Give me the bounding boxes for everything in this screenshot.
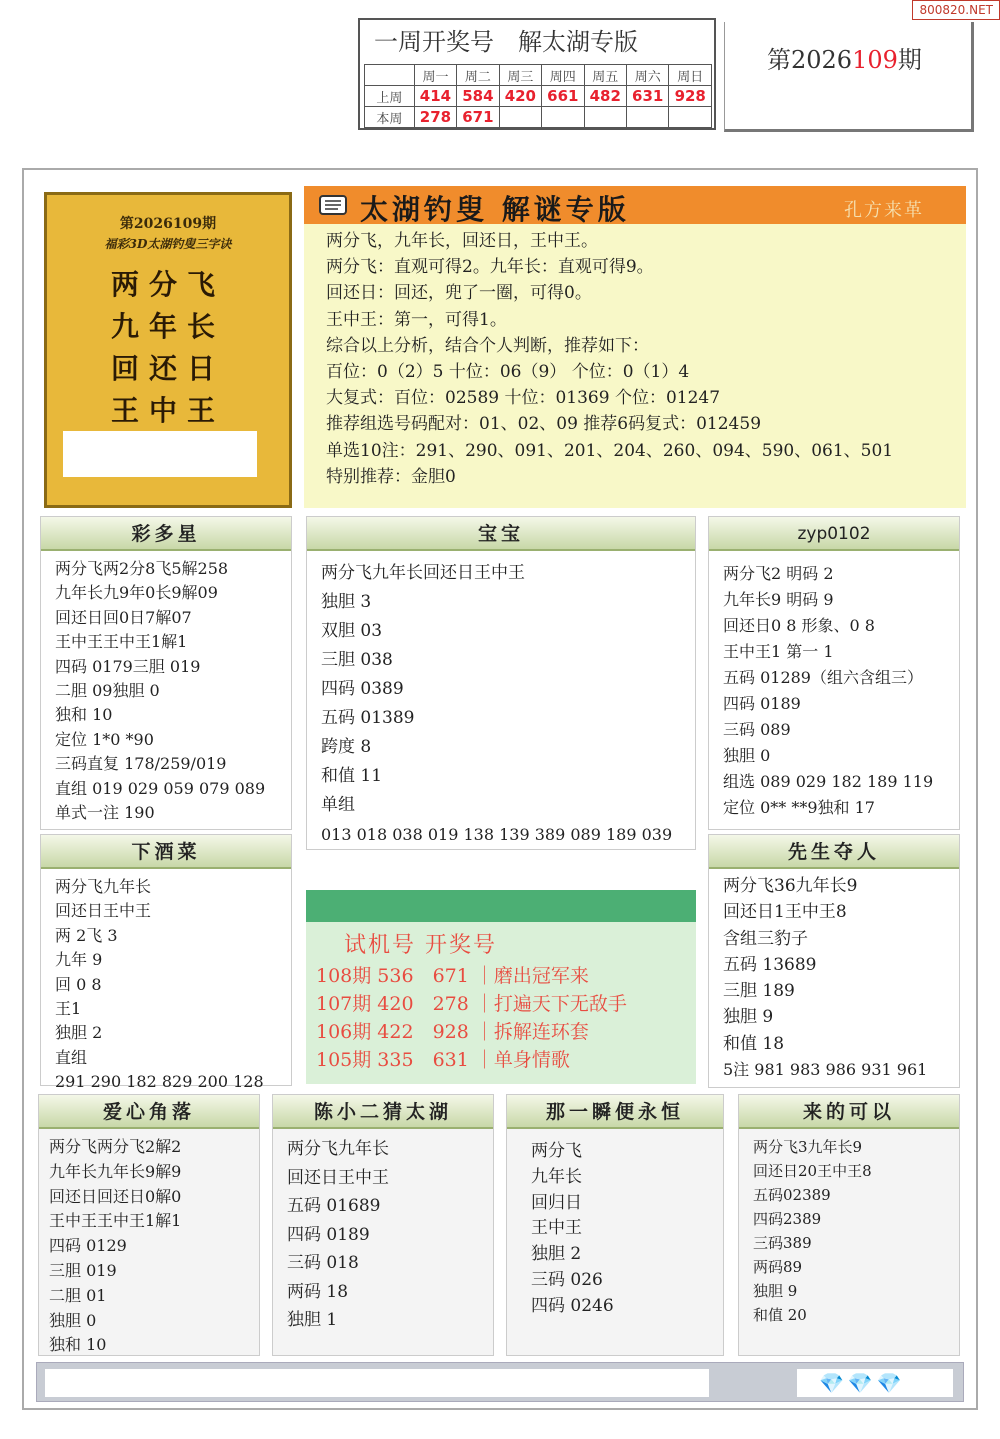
column-chenxiao [272,1094,494,1356]
last-week-label: 上周 [365,86,415,107]
blank-strip [45,1369,709,1397]
rhyme-line: 回还日 [110,352,225,385]
article-line: 推荐组选号码配对：01、02、09 推荐6码复式：012459 [326,414,762,435]
weekday-header: 周二 [457,65,499,86]
column-line: 独和 10 [55,705,113,725]
analysis-article [304,186,966,508]
draw-number: 671 [457,107,499,128]
trial-body [306,922,696,1074]
column-line: 两分飞九年长 [287,1139,389,1159]
column-line: 三码 018 [287,1253,359,1273]
column-line: 跨度 8 [321,737,372,757]
draw-number [584,107,626,128]
article-line: 百位：0（2）5 十位：06（9） 个位：0（1）4 [326,361,690,382]
column-line: 五码 01689 [287,1196,381,1216]
trial-header-bar [306,890,696,922]
column-line: 两分飞3九年长9 [753,1138,863,1156]
column-line: 二胆 09独胆 0 [55,681,160,701]
column-line: 两分飞 [531,1141,582,1161]
trial-title: 试机号 开奖号 [344,933,497,958]
weekday-header-row [365,65,712,86]
column-zyp0102 [708,516,960,830]
weekday-header: 周四 [542,65,584,86]
column-line: 三胆 019 [49,1260,117,1280]
column-line: 五码 13689 [723,954,817,975]
column-nayishi [506,1094,724,1356]
column-title: 彩多星 [41,517,291,551]
weekday-header: 周一 [414,65,456,86]
draw-number: 584 [457,86,499,107]
article-line: 王中王：第一，可得1。 [326,309,507,330]
column-line: 三码 026 [531,1269,603,1290]
column-line: 回还日1王中王8 [723,902,847,923]
column-line: 单组 [321,795,355,815]
column-line: 013 018 038 019 138 139 389 089 189 039 [321,825,673,844]
card-issue: 第2026109期 [119,216,217,232]
scroll-icon [316,190,352,220]
draw-number: 278 [414,107,456,128]
column-laidekeyi [738,1094,960,1356]
this-week-row [365,107,712,128]
diamond-icon: 💎💎💎 [819,1371,906,1395]
column-line: 王中王1 第一 1 [723,642,834,661]
column-line: 王中王王中王1解1 [55,632,188,652]
column-line: 三码389 [753,1234,812,1252]
article-title: 太湖钓叟 解谜专版 [360,193,630,226]
issue-number: 第2026109期 [767,46,922,74]
column-line: 回还日王中王 [287,1167,389,1188]
draw-number: 928 [669,86,712,107]
column-line: 独胆 0 [723,746,771,765]
trial-row: 106期 422 928 ｜拆解连环套 [316,1021,589,1043]
column-line: 独胆 2 [55,1023,103,1043]
column-line: 四码 0389 [321,679,404,699]
column-body [709,551,959,821]
article-line: 回还日：回还，兜了一圈，可得0。 [326,283,592,304]
column-line: 和值 18 [723,1033,785,1054]
column-line: 回还日20王中王8 [753,1162,872,1180]
column-line: 四码 0189 [287,1224,370,1245]
column-line: 王中王 [531,1218,582,1239]
column-line: 九年长九9年0长9解09 [55,583,218,603]
weekday-header: 周六 [626,65,668,86]
column-line: 直组 [55,1047,88,1067]
article-line: 两分飞：直观可得2。九年长：直观可得9。 [326,257,654,278]
column-body [307,551,695,849]
blank-panel [63,431,257,477]
draw-number [542,107,584,128]
column-xiansheng [708,834,960,1088]
column-aixin [38,1094,260,1356]
draw-number [499,107,541,128]
column-line: 回还日0 8 形象、0 8 [723,616,875,635]
column-line: 四码 0129 [49,1236,127,1256]
article-line: 两分飞，九年长，回还日，王中王。 [326,231,598,251]
column-line: 三胆 038 [321,650,393,670]
column-caiduoxing [40,516,292,830]
weekday-header: 周五 [584,65,626,86]
column-line: 九年 9 [55,950,103,970]
trial-row: 107期 420 278 ｜打遍天下无敌手 [316,993,627,1015]
column-line: 三胆 189 [723,981,795,1002]
article-body [304,224,966,490]
article-line: 单选10注：291、290、091、201、204、260、094、590、061、501 [326,440,894,461]
column-line: 两分飞36九年长9 [723,876,858,896]
column-line: 两分飞2 明码 2 [723,564,834,583]
column-body [41,869,291,1095]
column-line: 王中王王中王1解1 [49,1211,182,1231]
this-week-label: 本周 [365,107,415,128]
column-line: 三码直复 178/259/019 [55,754,227,774]
column-line: 回还日回0日7解07 [55,607,192,627]
column-line: 九年长 [531,1166,582,1187]
column-title: 陈小二猜太湖 [273,1095,493,1129]
column-line: 291 290 182 829 200 128 [55,1072,264,1092]
column-line: 独和 10 [49,1335,107,1355]
weekly-grid [364,64,712,128]
article-line: 综合以上分析，结合个人判断，推荐如下： [326,335,649,356]
rhyme-line: 九年长 [110,310,225,343]
column-body [39,1129,259,1358]
column-line: 四码 0189 [723,694,801,713]
article-author: 孔方来革 [844,200,924,221]
draw-number: 420 [499,86,541,107]
card-subtitle: 福彩3D太湖钓叟三字诀 [104,237,232,251]
column-line: 定位 0** **9独和 17 [723,798,875,817]
column-line: 五码 01289（组六含组三） [723,668,923,687]
column-line: 含组三豹子 [723,928,808,949]
weekly-draws-table [358,18,716,130]
column-line: 两 2飞 3 [55,925,118,945]
column-line: 回还日王中王 [55,901,152,921]
column-line: 四码 0179三胆 019 [55,656,201,676]
column-line: 独胆 0 [49,1310,97,1330]
draw-number [669,107,712,128]
column-body [41,551,291,825]
weekly-title: 一周开奖号 解太湖专版 [374,28,638,56]
last-week-row [365,86,712,107]
rhyme-line: 两分飞 [110,268,225,301]
column-line: 直组 019 029 059 079 089 [55,778,266,798]
column-line: 单式一注 190 [55,803,155,823]
column-title: 那一瞬便永恒 [507,1095,723,1129]
column-line: 两码 18 [287,1281,349,1302]
trial-row: 108期 536 671 ｜磨出冠军来 [316,965,589,987]
column-body [709,869,959,1083]
column-line: 二胆 01 [49,1285,107,1305]
column-line: 和值 20 [753,1306,807,1324]
draw-number: 631 [626,86,668,107]
column-line: 和值 11 [321,766,383,786]
column-xiajiucai [40,834,292,1092]
draw-number: 661 [542,86,584,107]
column-title: zyp0102 [709,517,959,551]
column-line: 五码 01389 [321,708,415,728]
column-title: 先生夺人 [709,835,959,869]
gem-panel [797,1369,953,1397]
column-line: 回 0 8 [55,974,102,994]
column-body [739,1129,959,1327]
issue-number-box [724,22,974,132]
draw-number: 414 [414,86,456,107]
trial-row: 105期 335 631 ｜单身情歌 [316,1049,570,1071]
column-line: 独胆 3 [321,592,372,612]
column-title: 爱心角落 [39,1095,259,1129]
weekday-header: 周三 [499,65,541,86]
column-line: 九年长九年长9解9 [49,1161,182,1181]
column-line: 两码89 [753,1258,803,1276]
weekday-header: 周日 [669,65,712,86]
site-watermark: 800820.NET [912,0,1000,20]
column-baobao [306,516,696,850]
column-line: 三码 089 [723,720,791,739]
article-line: 大复式：百位：02589 十位：01369 个位：01247 [326,388,721,409]
column-line: 定位 1*0 *90 [55,729,154,749]
column-line: 四码 0246 [531,1295,614,1316]
column-line: 双胆 03 [321,621,383,641]
article-header [304,186,966,224]
column-line: 独胆 9 [723,1007,774,1028]
column-line: 两分飞九年长回还日王中王 [321,563,525,583]
column-title: 宝宝 [307,517,695,551]
column-line: 王1 [55,999,82,1019]
bottom-bar [36,1362,964,1402]
column-line: 回归日 [531,1192,582,1213]
column-line: 回还日回还日0解0 [49,1186,182,1206]
article-line: 特别推荐：金胆0 [326,466,456,487]
column-line: 组选 089 029 182 189 119 [723,772,934,791]
trial-number-box [306,890,696,1084]
column-title: 来的可以 [739,1095,959,1129]
column-line: 九年长9 明码 9 [723,590,834,609]
column-body [507,1129,723,1320]
draw-number: 482 [584,86,626,107]
column-line: 两分飞两2分8飞5解258 [55,559,229,578]
column-line: 五码02389 [753,1186,831,1204]
column-line: 两分飞两分飞2解2 [49,1137,182,1156]
column-line: 两分飞九年长 [55,877,152,896]
column-body [273,1129,493,1335]
column-line: 独胆 2 [531,1244,582,1265]
rhyme-line: 王中王 [110,394,225,427]
column-line: 5注 981 983 986 931 961 [723,1060,928,1080]
column-line: 独胆 1 [287,1310,338,1330]
draw-number [626,107,668,128]
column-title: 下酒菜 [41,835,291,869]
column-line: 独胆 9 [753,1282,798,1300]
rhyme-title-card [44,192,292,508]
column-line: 四码2389 [753,1210,822,1228]
